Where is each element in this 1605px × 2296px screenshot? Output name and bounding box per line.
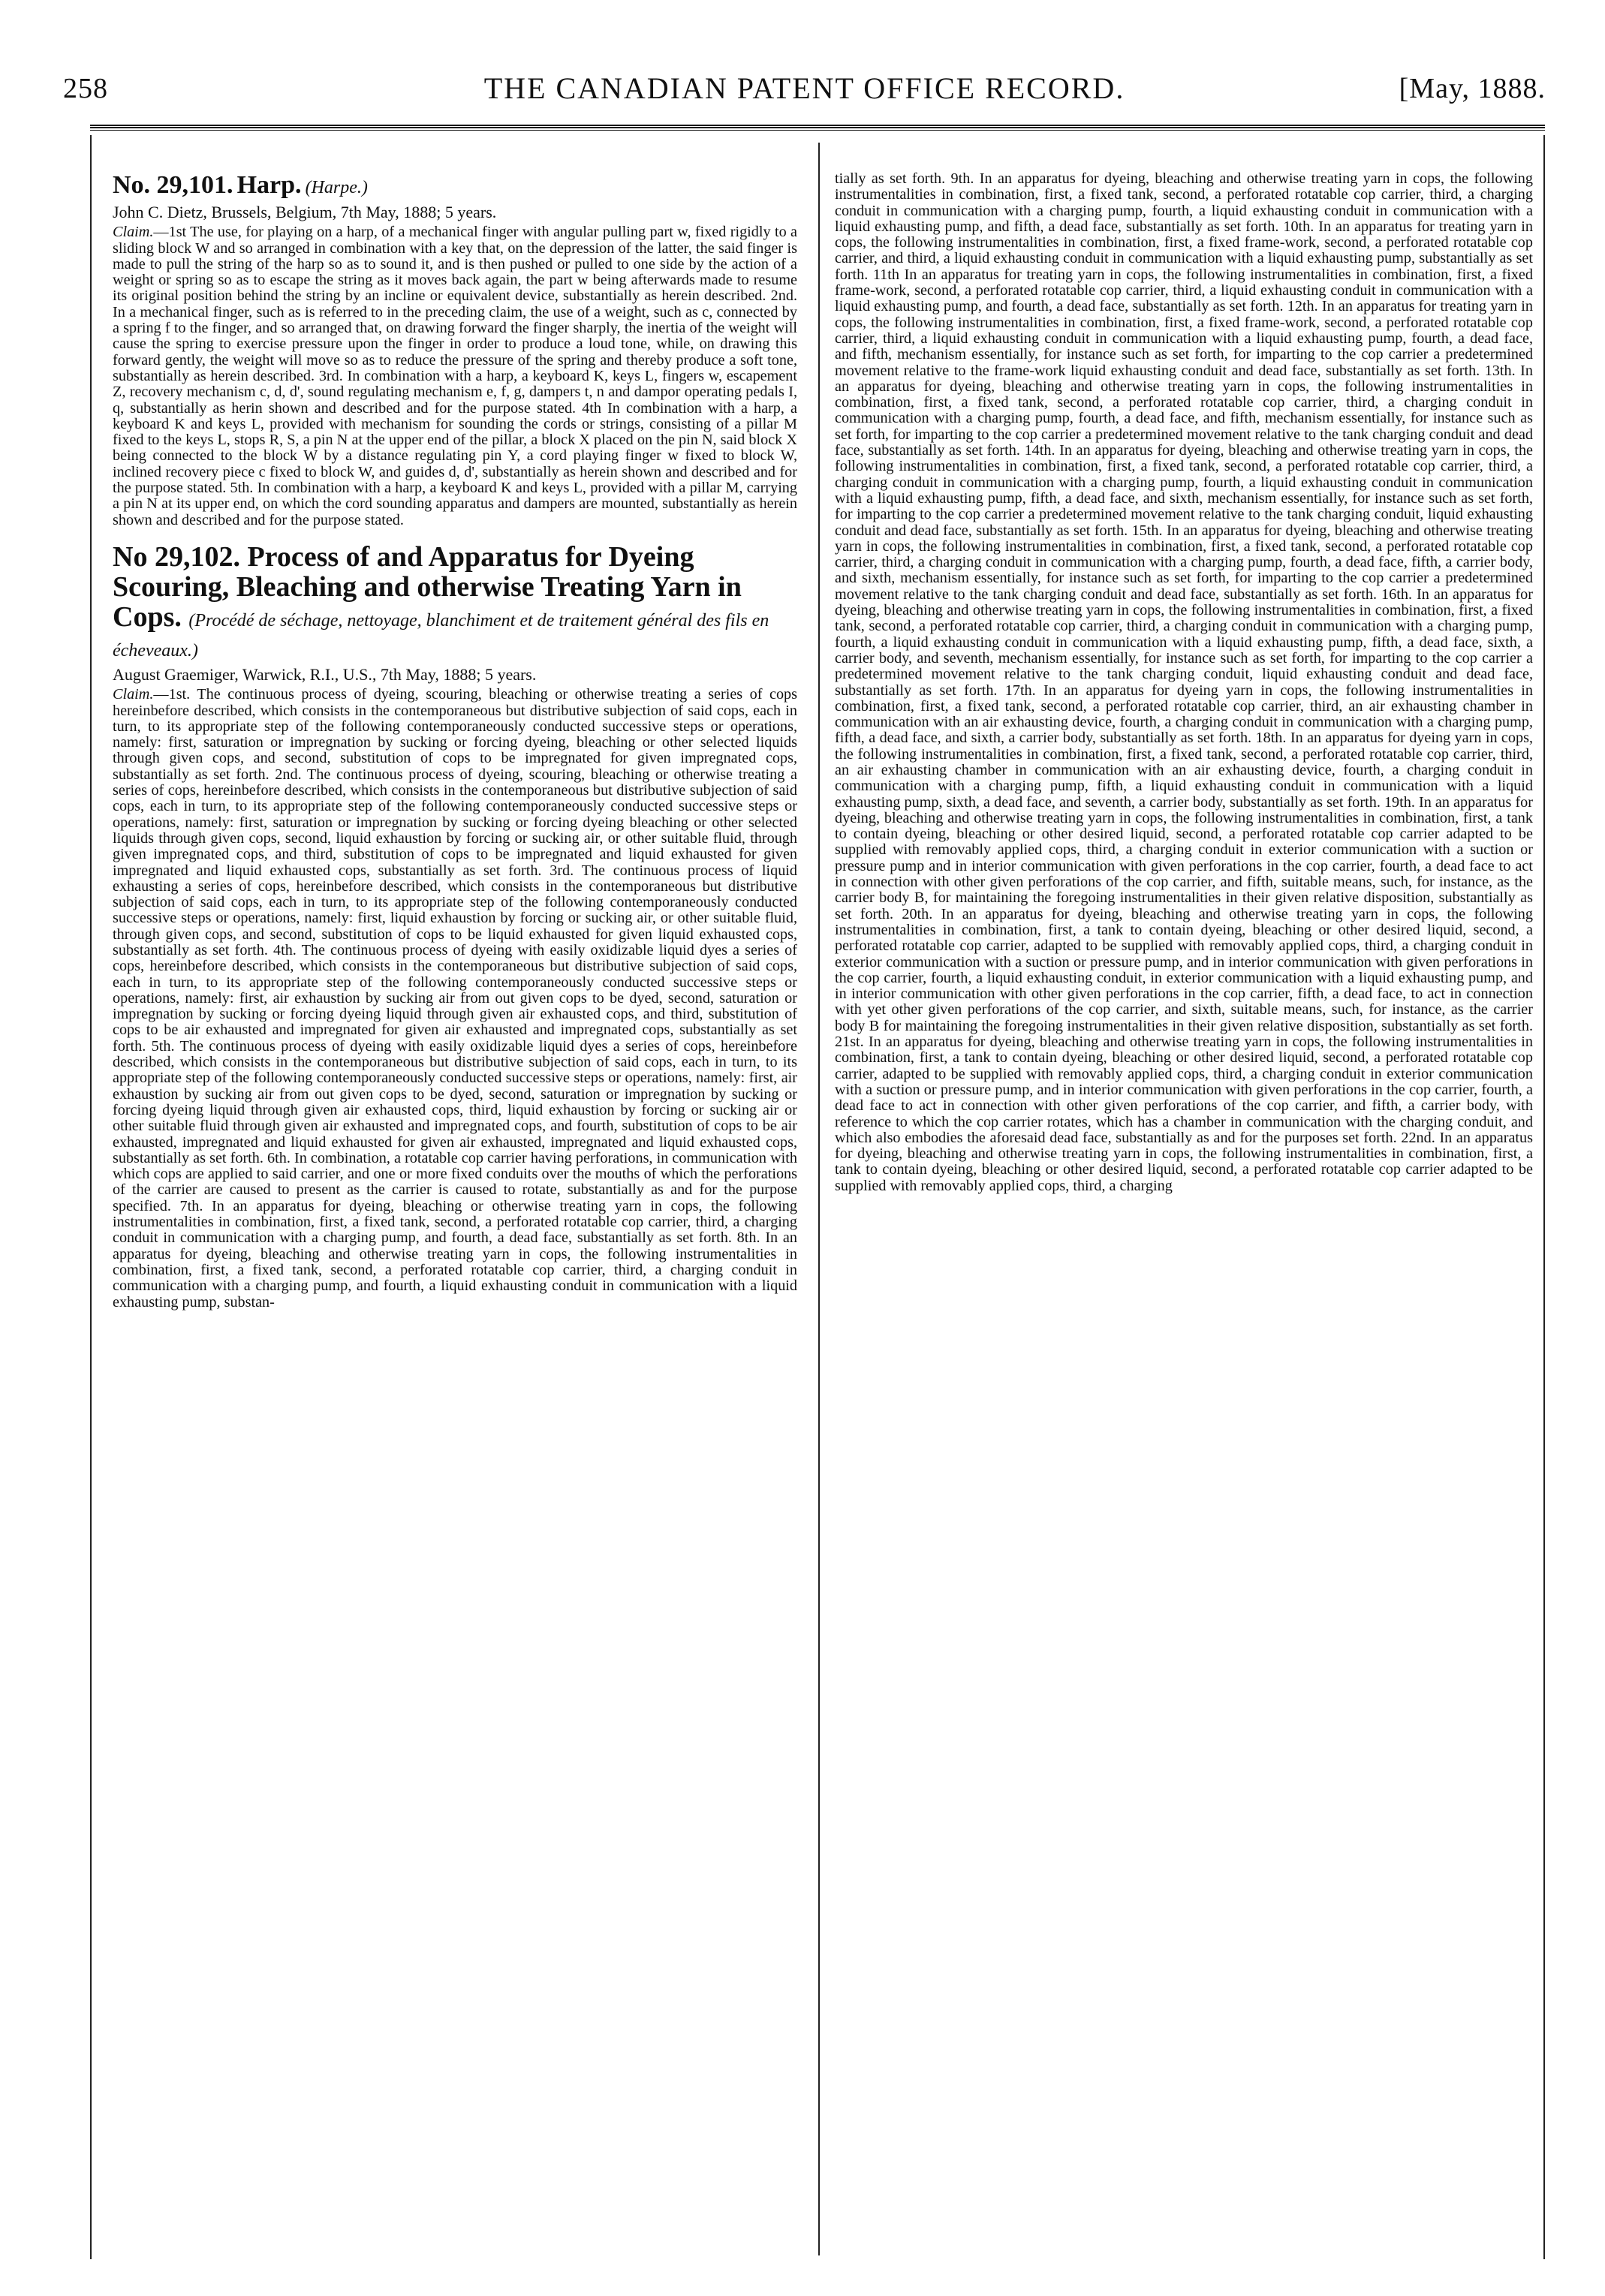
header-rule — [90, 125, 1545, 131]
publication-title: THE CANADIAN PATENT OFFICE RECORD. — [483, 71, 1125, 105]
patent-29101-claims: —1st The use, for playing on a harp, of a mechanical finger with angular pulling part w, fixed rigidly to a sliding block W and so arranged in combination with a key that, on the depression of the latter, the said finger is made to pull the string of the harp so as to sound it, and is then pushed or pulled to one side by the action of a weight or spring so as to escape the string as it moves back again, the part w being afterwards made to resume its original position behind the string by an incline or equivalent device, substantially as herein described. 2nd. In a mechanical finger, such as is referred to in the preceding claim, the use of a weight, such as c, connected by a spring f to the finger, and so arranged that, on drawing forward the finger sharply, the inertia of the weight will cause the spring to exercise pressure upon the finger in order to produce a loud tone, while, on drawing this forward gently, the weight will move so as to reduce the pressure of the spring and thereby produce a soft tone, substantially as herein described. 3rd. In combination with a harp, a keyboard K, keys L, fingers w, escapement Z, recovery mechanism c, d, d', sound regulating mechanism e, f, g, dampers t, n and dampor operating pedals I, q, substantially as herin shown and described and for the purpose stated. 4th In combination with a harp, a keyboard K and keys L, provided with mechanism for sounding the cords or strings, consisting of a pillar M fixed to the keys L, stops R, S, a pin N at the upper end of the pillar, a block X placed on the pin N, said block X being connected to the block W by a distance regulating pin Y, a cord playing finger w fixed to block W, inclined recovery piece c fixed to block W, and guides d, d', substantially as herein shown and described and for the purpose stated. 5th. In combination with a harp, a keyboard K and keys L, provided with a pillar M, carrying a pin N at its upper end, on which the cord sounding apparatus and dampers are mounted, substantially as herein shown and described and for the purpose stated. — [113, 224, 797, 528]
patent-29102-claims-left: —1st. The continuous process of dyeing, scouring, bleaching or otherwise treating a series of cops hereinbefore described, which consists in the contemporaneous but distributive subjection of said cops, each in turn, to its appropriate step of the following contemporaneously conducted successive steps or operations, namely: first, saturation or impregnation by sucking or forcing dyeing, bleaching or other selected liquids through given cops, and second, substitution of cops to be impregnated for given impregnated cops, substantially as set forth. 2nd. The continuous process of dyeing, scouring, bleaching or otherwise treating a series of cops, hereinbefore described, which consists in the contemporaneous but distributive subjection of said cops, each in turn, to its appropriate step of the following contemporaneously conducted successive steps or operations, namely: first, saturation or impregnation by sucking or forcing dyeing bleaching or other selected liquids through given cops, second, liquid exhaustion by forcing or sucking air, or other suitable fluid, through given impregnated cops, and third, substitution of cops to be impregnated and liquid exhausted for given impregnated and liquid exhausted cops, substantially as set forth. 3rd. The continuous process of liquid exhausting a series of cops, hereinbefore described, which consists in the contemporaneous but distributive subjection of said cops, each in turn, to its appropriate step of the following contemporaneously conducted successive steps or operations, namely: first, liquid exhaustion by forcing or sucking air, or other suitable fluid, through given cops, and second, substitution of cops to be liquid exhausted for given liquid exhausted cops, substantially as set forth. 4th. The continuous process of dyeing with easily oxidizable liquid dyes a series of cops, hereinbefore described, which consists in the contemporaneous but distributive subjection of said cops, each in turn, to its appropriate step of the following contemporaneously conducted successive steps or operations, namely: first, air exhaustion by sucking air from out given cops to be dyed, second, saturation or impregnation by sucking or forcing dyeing liquid through given air exhausted cops, and third, substitution of cops to be air exhausted and impregnated for given air exhausted and impregnated cops, substantially as set forth. 5th. The continuous process of dyeing with easily oxidizable liquid dyes a series of cops, hereinbefore described, which consists in the contemporaneous but distributive subjection of said cops, each in turn, to its appropriate step of the following contemporaneously conducted successive steps or operations, namely: first, air exhaustion by sucking air from out given cops to be dyed, second, saturation or impregnation by sucking or forcing dyeing liquid through given air exhausted cops, third, liquid exhaustion by forcing or sucking air or other suitable fluid through given air exhausted and impregnated cops, and fourth, substitution of cops to be air exhausted, impregnated and liquid exhausted for given air exhausted, impregnated and liquid exhausted cops, substantially as set forth. 6th. In combination, a rotatable cop carrier having perforations, in communication with which cops are applied to said carrier, and one or more fixed conduits over the mouths of which the perforations of the carrier are caused to present as the carrier is caused to rotate, substantially as and for the purpose specified. 7th. In an apparatus for dyeing, bleaching or otherwise treating yarn in cops, the following instrumentalities in combination, first, a fixed tank, second, a perforated rotatable cop carrier, third, a charging conduit in communication with a charging pump, and fourth, a dead face, substantially as set forth. 8th. In an apparatus for dyeing, bleaching and otherwise treating yarn in cops, the following instrumentalities in combination, first, a fixed tank, second, a perforated rotatable cop carrier, third, a charging conduit in communication with a charging pump, and fourth, a liquid exhausting conduit in communication with a liquid exhausting pump, substan- — [113, 686, 797, 1310]
patent-29102-name: Process of and Apparatus for Dyeing Scouring, Bleaching and otherwise Treating Yarn in Cops. — [113, 540, 742, 633]
section-spacer — [113, 528, 797, 542]
patent-29102-claim-label: Claim. — [113, 686, 154, 703]
patent-29102-heading — [113, 542, 797, 662]
page-header — [63, 66, 1546, 111]
column-divider — [818, 143, 820, 2255]
patent-29102-claims-paragraph — [113, 687, 797, 1310]
patent-29102-number: No 29,102. — [113, 540, 240, 573]
patent-29101-claims-paragraph — [113, 224, 797, 528]
patent-29102-inventor: August Graemiger, Warwick, R.I., U.S., 7th May, 1888; 5 years. — [113, 664, 537, 684]
left-column — [113, 171, 797, 2235]
right-column — [835, 171, 1533, 2235]
patent-29101-claim-label: Claim. — [113, 224, 154, 241]
patent-29101-heading — [113, 171, 797, 200]
patent-29102-claims-continued: tially as set forth. 9th. In an apparatus for dyeing, bleaching and otherwise treating yarn in cops, the following instrumentalities in combination, first, a fixed tank, second, a perforated rotatable cop carrier, third, a charging conduit in communication with a charging pump, fourth, a liquid exhausting conduit in communication with a liquid exhausting pump, and fifth, a dead face, substantially as set forth. 10th. In an apparatus for treating yarn in cops, the following instrumentalities in combination, first, a fixed frame-work, second, a perforated rotatable cop carrier, and third, a liquid exhausting conduit in communication with a liquid exhausting pump, substantially as set forth. 11th In an apparatus for treating yarn in cops, the following instrumentalities in combination, first, a fixed frame-work, second, a perforated rotatable cop carrier, third, a liquid exhausting conduit in communication with a liquid exhausting pump, and fourth, a dead face, substantially as set forth. 12th. In an apparatus for treating yarn in cops, the following instrumentalities in combination, first, a fixed frame-work, second, a perforated rotatable cop carrier, third, a liquid exhausting conduit in communication with a liquid exhausting pump, fourth, a dead face, and fifth, mechanism essentially, for instance such as set forth, for imparting to the cop carrier a predetermined movement relative to the frame-work liquid exhausting conduit and dead face, substantially as set forth. 13th. In an apparatus for dyeing, bleaching and otherwise treating yarn in cops, the following instrumentalities in combination, first, a fixed tank, second, a perforated rotatable cop carrier, third, a charging conduit in communication with a charging pump, fourth, a dead face, and fifth, mechanism essentially, for instance such as set forth, for imparting to the cop carrier a predetermined movement relative to the tank charging conduit and dead face, substantially as set forth. 14th. In an apparatus for dyeing, bleaching and otherwise treating yarn in cops, the following instrumentalities in combination, first, a fixed tank, second, a perforated rotatable cop carrier, third, a charging conduit in communication with a charging pump, fourth, a liquid exhausting conduit in communication with a liquid exhausting pump, fifth, a dead face, and sixth, mechanism essentially, for instance such as set forth, for imparting to the cop carrier a predetermined movement relative to the tank charging conduit, liquid exhausting conduit and dead face, substantially as set forth. 15th. In an apparatus for dyeing, bleaching and otherwise treating yarn in cops, the following instrumentalities in combination, first, a fixed tank, second, a perforated rotatable cop carrier, third, a charging conduit in communication with a charging pump, fourth, a dead face, fifth, a carrier body, and sixth, mechanism essentially, for instance such as set forth, for imparting to the cop carrier a predetermined movement relative to the tank charging conduit and dead face, substantially as set forth. 16th. In an apparatus for dyeing, bleaching and otherwise treating yarn in cops, the following instrumentalities in combination, first, a fixed tank, second, a perforated rotatable cop carrier, third, a charging conduit in communication with a charging pump, fourth, a liquid exhausting conduit in communication with a liquid exhausting pump, fifth, a dead face, sixth, a carrier body, and seventh, mechanism essentially, for instance such as set forth, for imparting to the cop carrier a predetermined movement relative to the tank charging conduit, liquid exhausting conduit and dead face, substantially as set forth. 17th. In an apparatus for dyeing yarn in cops, the following instrumentalities in combination, first, a fixed tank, second, a perforated rotatable cop carrier, third, an air exhausting chamber in communication with an air exhausting device, fourth, a charging conduit in communication with a charging pump, fifth, a dead face, and sixth, a carrier body, substantially as set forth. 18th. In an apparatus for dyeing yarn in cops, the following instrumentalities in combination, first, a fixed tank, second, a perforated rotatable cop carrier, third, an air exhausting chamber in communication with an air exhausting device, fourth, a charging conduit in communication with a charging pump, fifth, a liquid exhausting conduit in communication with a liquid exhausting pump, sixth, a dead face, and seventh, a carrier body, substantially as set forth. 19th. In an apparatus for dyeing, bleaching and otherwise treating yarn in cops, the following instrumentalities in combination, first, a tank to contain dyeing, bleaching or other desired liquid, second, a perforated rotatable cop carrier adapted to be supplied with removably applied cops, third, a charging conduit in exterior communication with a suction or pressure pump and in interior communication with given perforations in the cop carrier, fourth, a dead face to act in connection with other given perforations of the cop carrier, and fifth, suitable means, such, for instance, as the carrier body B, for maintaining the foregoing instrumentalities in their given relative disposition, substantially as set forth. 20th. In an apparatus for dyeing, bleaching and otherwise treating yarn in cops, the following instrumentalities in combination, first, a tank to contain dyeing, bleaching or other desired liquid, second, a perforated rotatable cop carrier, adapted to be supplied with removably applied cops, third, a charging conduit in exterior communication with a suction or pressure pump, and in interior communication with given perforations in the cop carrier, fourth, a liquid exhausting conduit, in exterior communication with a liquid exhausting pump, and in interior communication with other given perforations in the cop carrier, fifth, a dead face, to act in connection with yet other given perforations of the cop carrier, and sixth, suitable means, such, for instance, as the carrier body B for maintaining the foregoing instrumentalities in their given relative disposition, substantially as set forth. 21st. In an apparatus for dyeing, bleaching and otherwise treating yarn in cops, the following instrumentalities in combination, first, a tank to contain dyeing, bleaching or other desired liquid, second, a perforated rotatable cop carrier, adapted to be supplied with removably applied cops, third, a charging conduit in exterior communication with a suction or pressure pump, and in interior communication with given perforations in the cop carrier, fourth, a dead face to act in connection with other given perforations of the cop carrier, and fifth, a carrier body, with reference to which the cop carrier rotates, which has a chamber in communication with the charging conduit, and which also embodies the aforesaid dead face, substantially as and for the purposes set forth. 22nd. In an apparatus for dyeing, bleaching and otherwise treating yarn in cops, the following instrumentalities in combination, first, a tank to contain dyeing, bleaching or other desired liquid, second, a perforated rotatable cop carrier adapted to be supplied with removably applied cops, third, a charging — [835, 171, 1533, 1194]
patent-29102-name-fr: (Procédé de séchage, nettoyage, blanchiment et de traitement général des fils en écheveaux.) — [113, 610, 769, 661]
page-number: 258 — [63, 73, 108, 104]
patent-29101-number: No. 29,101. — [113, 171, 233, 199]
issue-date: [May, 1888. — [1399, 73, 1546, 104]
patent-29101-name-fr: (Harpe.) — [305, 178, 368, 197]
patent-29101-inventor: John C. Dietz, Brussels, Belgium, 7th May, 1888; 5 years. — [113, 203, 497, 221]
patent-29101-name: Harp. — [236, 171, 302, 199]
